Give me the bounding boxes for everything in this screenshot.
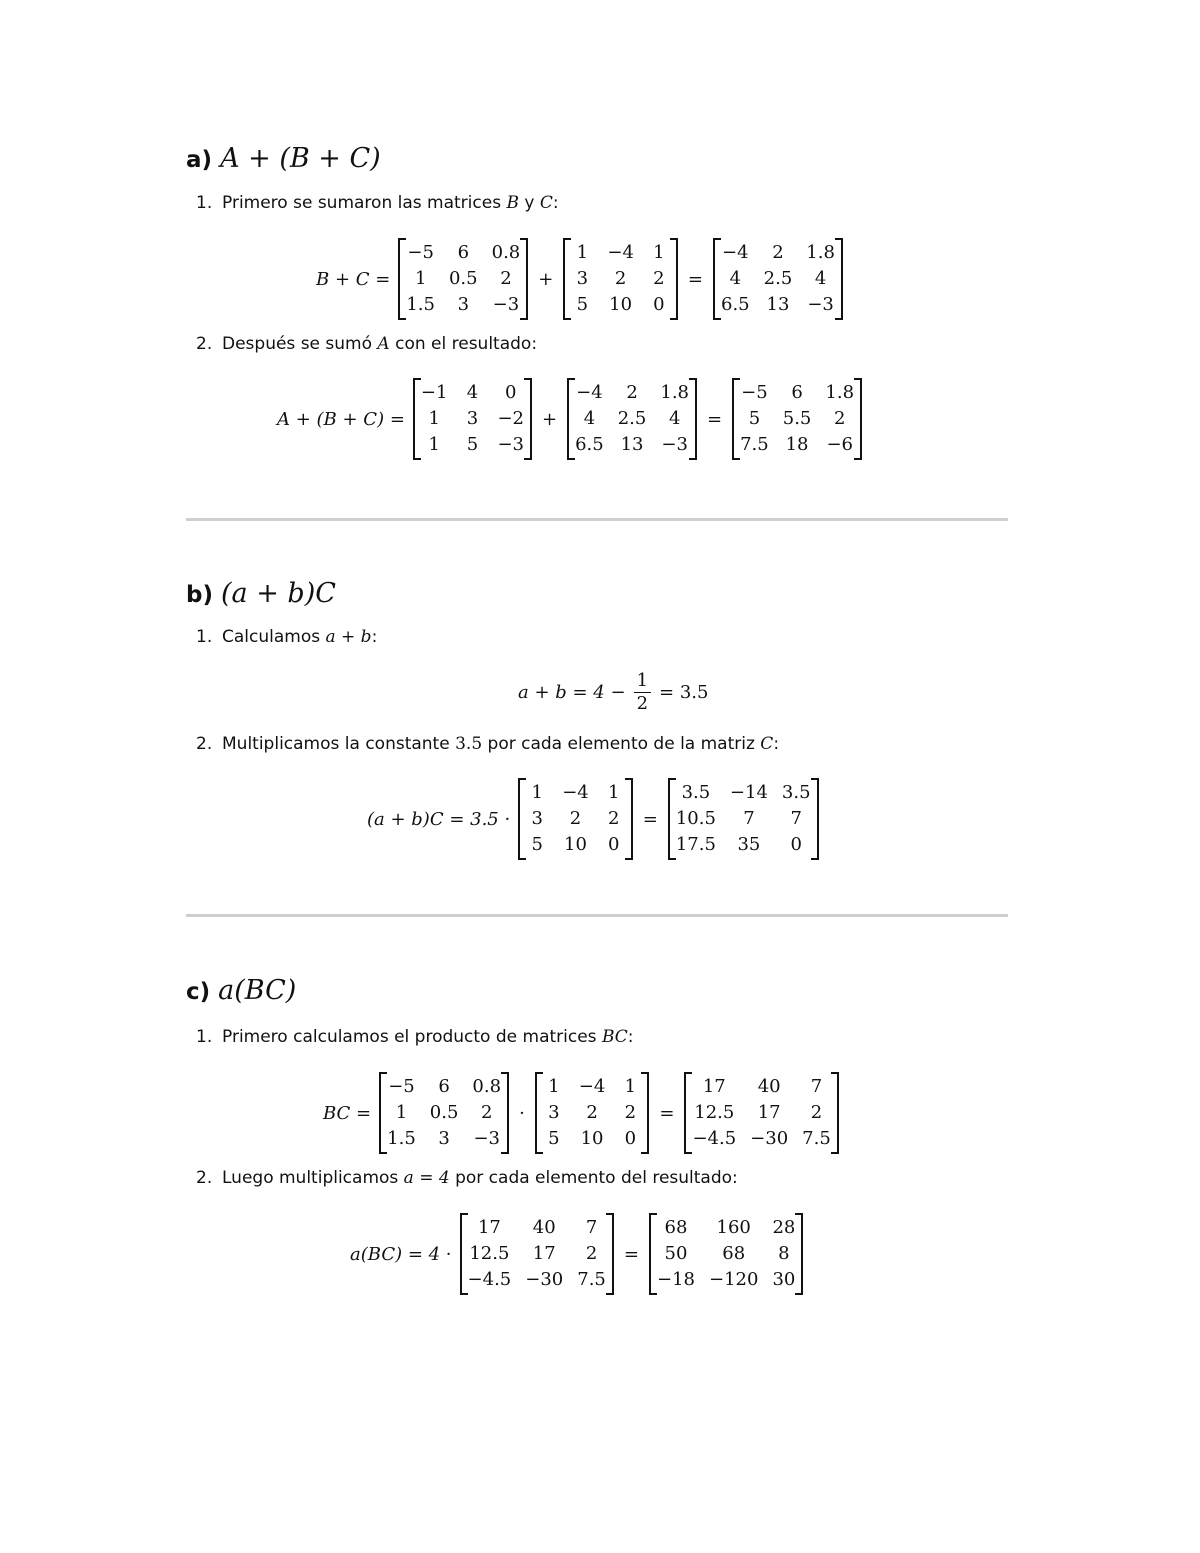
matrix-cell: −18 [656,1269,695,1290]
matrix-cell: 1.8 [806,242,835,263]
matrix-cell: 30 [772,1269,796,1290]
matrix-cell: 6 [438,1076,450,1097]
section-c-equation-2: a(BC) = 4 · 17 40 7 12.5 17 2 −4.5 −30 7.5 = 68 160 28 50 68 8 −18 −120 30 [350,1213,803,1295]
matrix-cell: 0 [653,294,665,315]
matrix-cell: 1.5 [387,1128,416,1149]
matrix-cell: 40 [757,1076,781,1097]
matrix-cell: 2 [624,1102,637,1123]
matrix-cell: 3.5 [781,782,811,803]
section-c-label: c) [186,979,211,1005]
matrix-cell: 1.5 [406,294,435,315]
section-b-heading [186,578,336,609]
matrix-cell: −1 [420,382,448,403]
section-b-step-1: 1. Calculamos a + b: [196,627,378,647]
matrix-cell: 6 [791,382,803,403]
equation-lhs: A + (B + C) = [277,408,405,430]
matrix-cell: 2 [500,268,512,289]
section-b-equation-1 [518,670,708,715]
matrix-cell: 5.5 [782,408,812,429]
matrix-cell: 2.5 [617,408,647,429]
matrix-cell: 2 [481,1102,493,1123]
matrix-cell: −3 [497,434,524,455]
matrix-cell: 13 [620,434,644,455]
section-c-step-1: 1. Primero calculamos el producto de matrices BC: [196,1027,634,1047]
matrix-cell: 2 [614,268,627,289]
matrix-cell: 3 [531,808,543,829]
matrix-cell: 1 [428,408,440,429]
matrix-cell: 6.5 [721,294,750,315]
matrix-cell: −4 [576,382,603,403]
matrix-cell: 40 [532,1217,556,1238]
fraction: $\frac{1}{2}$ [634,670,651,715]
section-a-expression: A + (B + C) [220,143,381,174]
matrix-cell: −2 [497,408,524,429]
matrix-cell: 7 [790,808,802,829]
matrix-cell: 68 [722,1243,746,1264]
section-b-expression: (a + b)C [221,578,336,609]
matrix-cell: 1 [576,242,589,263]
section-a-equation-2: A + (B + C) = −1 4 0 1 3 −2 1 5 −3 + −4 2 1.8 4 2.5 4 6.5 13 −3 = −5 6 1.8 5 5.5 2 7.5 18 −6 [277,378,862,460]
equation-lhs: a + b = 4 − [518,682,626,703]
matrix-cell: 7 [743,808,755,829]
matrix [684,1072,838,1154]
matrix-cell: 4 [814,268,827,289]
matrix-cell: 68 [664,1217,688,1238]
matrix-cell: 1 [395,1102,408,1123]
matrix-cell: 35 [737,834,761,855]
matrix-cell: 17 [757,1102,781,1123]
matrix-cell: 3 [457,294,470,315]
matrix-cell: −3 [473,1128,501,1149]
matrix-cell: −4.5 [467,1269,512,1290]
matrix-cell: 3 [548,1102,560,1123]
matrix-cell: 2 [772,242,784,263]
matrix-cell: 5 [548,1128,560,1149]
matrix-cell: 12.5 [469,1243,510,1264]
matrix-cell: 10 [580,1128,604,1149]
matrix-cell: 1.8 [825,382,855,403]
matrix-cell: 3 [466,408,479,429]
matrix-cell: 2 [585,1243,598,1264]
matrix-cell: 2 [586,1102,598,1123]
matrix-cell: 1 [624,1076,637,1097]
section-c-equation-1: BC = −5 6 0.8 1 0.5 2 1.5 3 −3 · 1 −4 1 3 2 2 5 10 0 = 17 40 7 12.5 17 2 −4.5 −30 7.5 [323,1072,839,1154]
matrix [649,1213,803,1295]
matrix-cell: 0.5 [429,1102,459,1123]
matrix-cell: 4 [466,382,479,403]
matrix-cell: 50 [664,1243,688,1264]
matrix-cell: 10 [609,294,633,315]
matrix-cell: 2 [810,1102,823,1123]
matrix-cell: −6 [826,434,853,455]
matrix-cell: 17 [702,1076,726,1097]
matrix [563,238,678,320]
section-a-equation-1: B + C = −5 6 0.8 1 0.5 2 1.5 3 −3 + 1 −4 1 3 2 2 5 10 0 = −4 2 1.8 4 2.5 4 6.5 13 −3 [316,238,843,320]
matrix-cell: 7.5 [577,1269,606,1290]
matrix-cell: 17 [532,1243,556,1264]
matrix-cell: −3 [661,434,688,455]
matrix-cell: −5 [741,382,768,403]
section-c-step-2: 2. Luego multiplicamos a = 4 por cada elemento del resultado: [196,1168,738,1188]
matrix-cell: −4.5 [692,1128,737,1149]
matrix-cell: 1 [531,782,543,803]
matrix-cell: 0 [608,834,620,855]
matrix-cell: 2 [626,382,638,403]
matrix-cell: 2.5 [763,268,793,289]
matrix-cell: 13 [766,294,790,315]
section-divider [186,518,1008,521]
section-a-step-2: 2. Después se sumó A con el resultado: [196,334,538,354]
equation-rhs: = 3.5 [659,682,709,703]
matrix [398,238,528,320]
matrix-cell: 18 [785,434,809,455]
section-b-label: b) [186,582,213,608]
matrix-cell: 0 [624,1128,637,1149]
matrix-cell: 160 [716,1217,751,1238]
matrix [713,238,843,320]
equation-lhs: B + C = [316,268,391,290]
section-c-heading [186,975,296,1006]
matrix-cell: 12.5 [694,1102,735,1123]
matrix-cell: 0.8 [491,242,521,263]
matrix-cell: 5 [466,434,479,455]
matrix-cell: −5 [388,1076,415,1097]
matrix [413,378,532,460]
section-a-label: a) [186,147,213,173]
matrix-cell: 1 [414,268,427,289]
matrix-cell: 2 [653,268,665,289]
matrix-cell: 2 [833,408,846,429]
matrix-cell: 7.5 [740,434,769,455]
matrix-cell: 5 [531,834,543,855]
matrix-cell: 10 [564,834,587,855]
matrix-cell: 2 [569,808,582,829]
matrix-cell: 3 [438,1128,450,1149]
matrix-cell: −30 [750,1128,789,1149]
section-c-expression: a(BC) [218,975,297,1006]
matrix-cell: 1 [548,1076,560,1097]
matrix-cell: 0 [505,382,517,403]
equation-lhs: BC = [323,1102,372,1124]
matrix-cell: 3 [576,268,589,289]
matrix-cell: 17.5 [675,834,716,855]
section-divider [186,914,1008,917]
matrix-cell: 1.8 [660,382,690,403]
matrix-cell: 7 [585,1217,598,1238]
matrix-cell: 7.5 [802,1128,831,1149]
matrix-cell: 4 [668,408,681,429]
section-b-step-2: 2. Multiplicamos la constante 3.5 por cada elemento de la matriz C: [196,734,780,754]
matrix-cell: −14 [729,782,768,803]
matrix-cell: −120 [708,1269,759,1290]
matrix-cell: 10.5 [675,808,716,829]
matrix-cell: −3 [807,294,834,315]
matrix-cell: 2 [608,808,620,829]
matrix-cell: −4 [722,242,749,263]
matrix-cell: 8 [778,1243,790,1264]
matrix-cell: 6.5 [575,434,604,455]
matrix [518,778,633,860]
matrix-cell: −5 [407,242,434,263]
matrix-cell: 0.8 [472,1076,502,1097]
matrix [460,1213,614,1295]
matrix-cell: −4 [607,242,634,263]
matrix-cell: 0.5 [448,268,478,289]
matrix-cell: 1 [653,242,665,263]
matrix-cell: 6 [457,242,470,263]
matrix-cell: 28 [772,1217,796,1238]
matrix-cell: 3.5 [681,782,711,803]
matrix-cell: 4 [583,408,596,429]
section-b-equation-2: (a + b)C = 3.5 · 1 −4 1 3 2 2 5 10 0 = 3.5 −14 3.5 10.5 7 7 17.5 35 0 [367,778,819,860]
matrix [668,778,819,860]
matrix [732,378,862,460]
matrix-cell: −3 [492,294,520,315]
matrix-cell: −30 [525,1269,564,1290]
matrix-cell: 1 [608,782,620,803]
section-a-step-1: 1. Primero se sumaron las matrices B y C: [196,193,559,213]
matrix-cell: 7 [810,1076,823,1097]
matrix-cell: 5 [748,408,761,429]
matrix [567,378,697,460]
matrix-cell: −4 [562,782,589,803]
matrix-cell: 1 [428,434,440,455]
equation-lhs: a(BC) = 4 · [350,1243,452,1265]
matrix [535,1072,650,1154]
matrix-cell: 5 [576,294,589,315]
matrix-cell: 17 [477,1217,501,1238]
matrix [379,1072,509,1154]
section-a-heading [186,143,381,174]
matrix-cell: −4 [578,1076,606,1097]
equation-lhs: (a + b)C = 3.5 · [367,808,511,830]
matrix-cell: 0 [790,834,802,855]
matrix-cell: 4 [729,268,742,289]
